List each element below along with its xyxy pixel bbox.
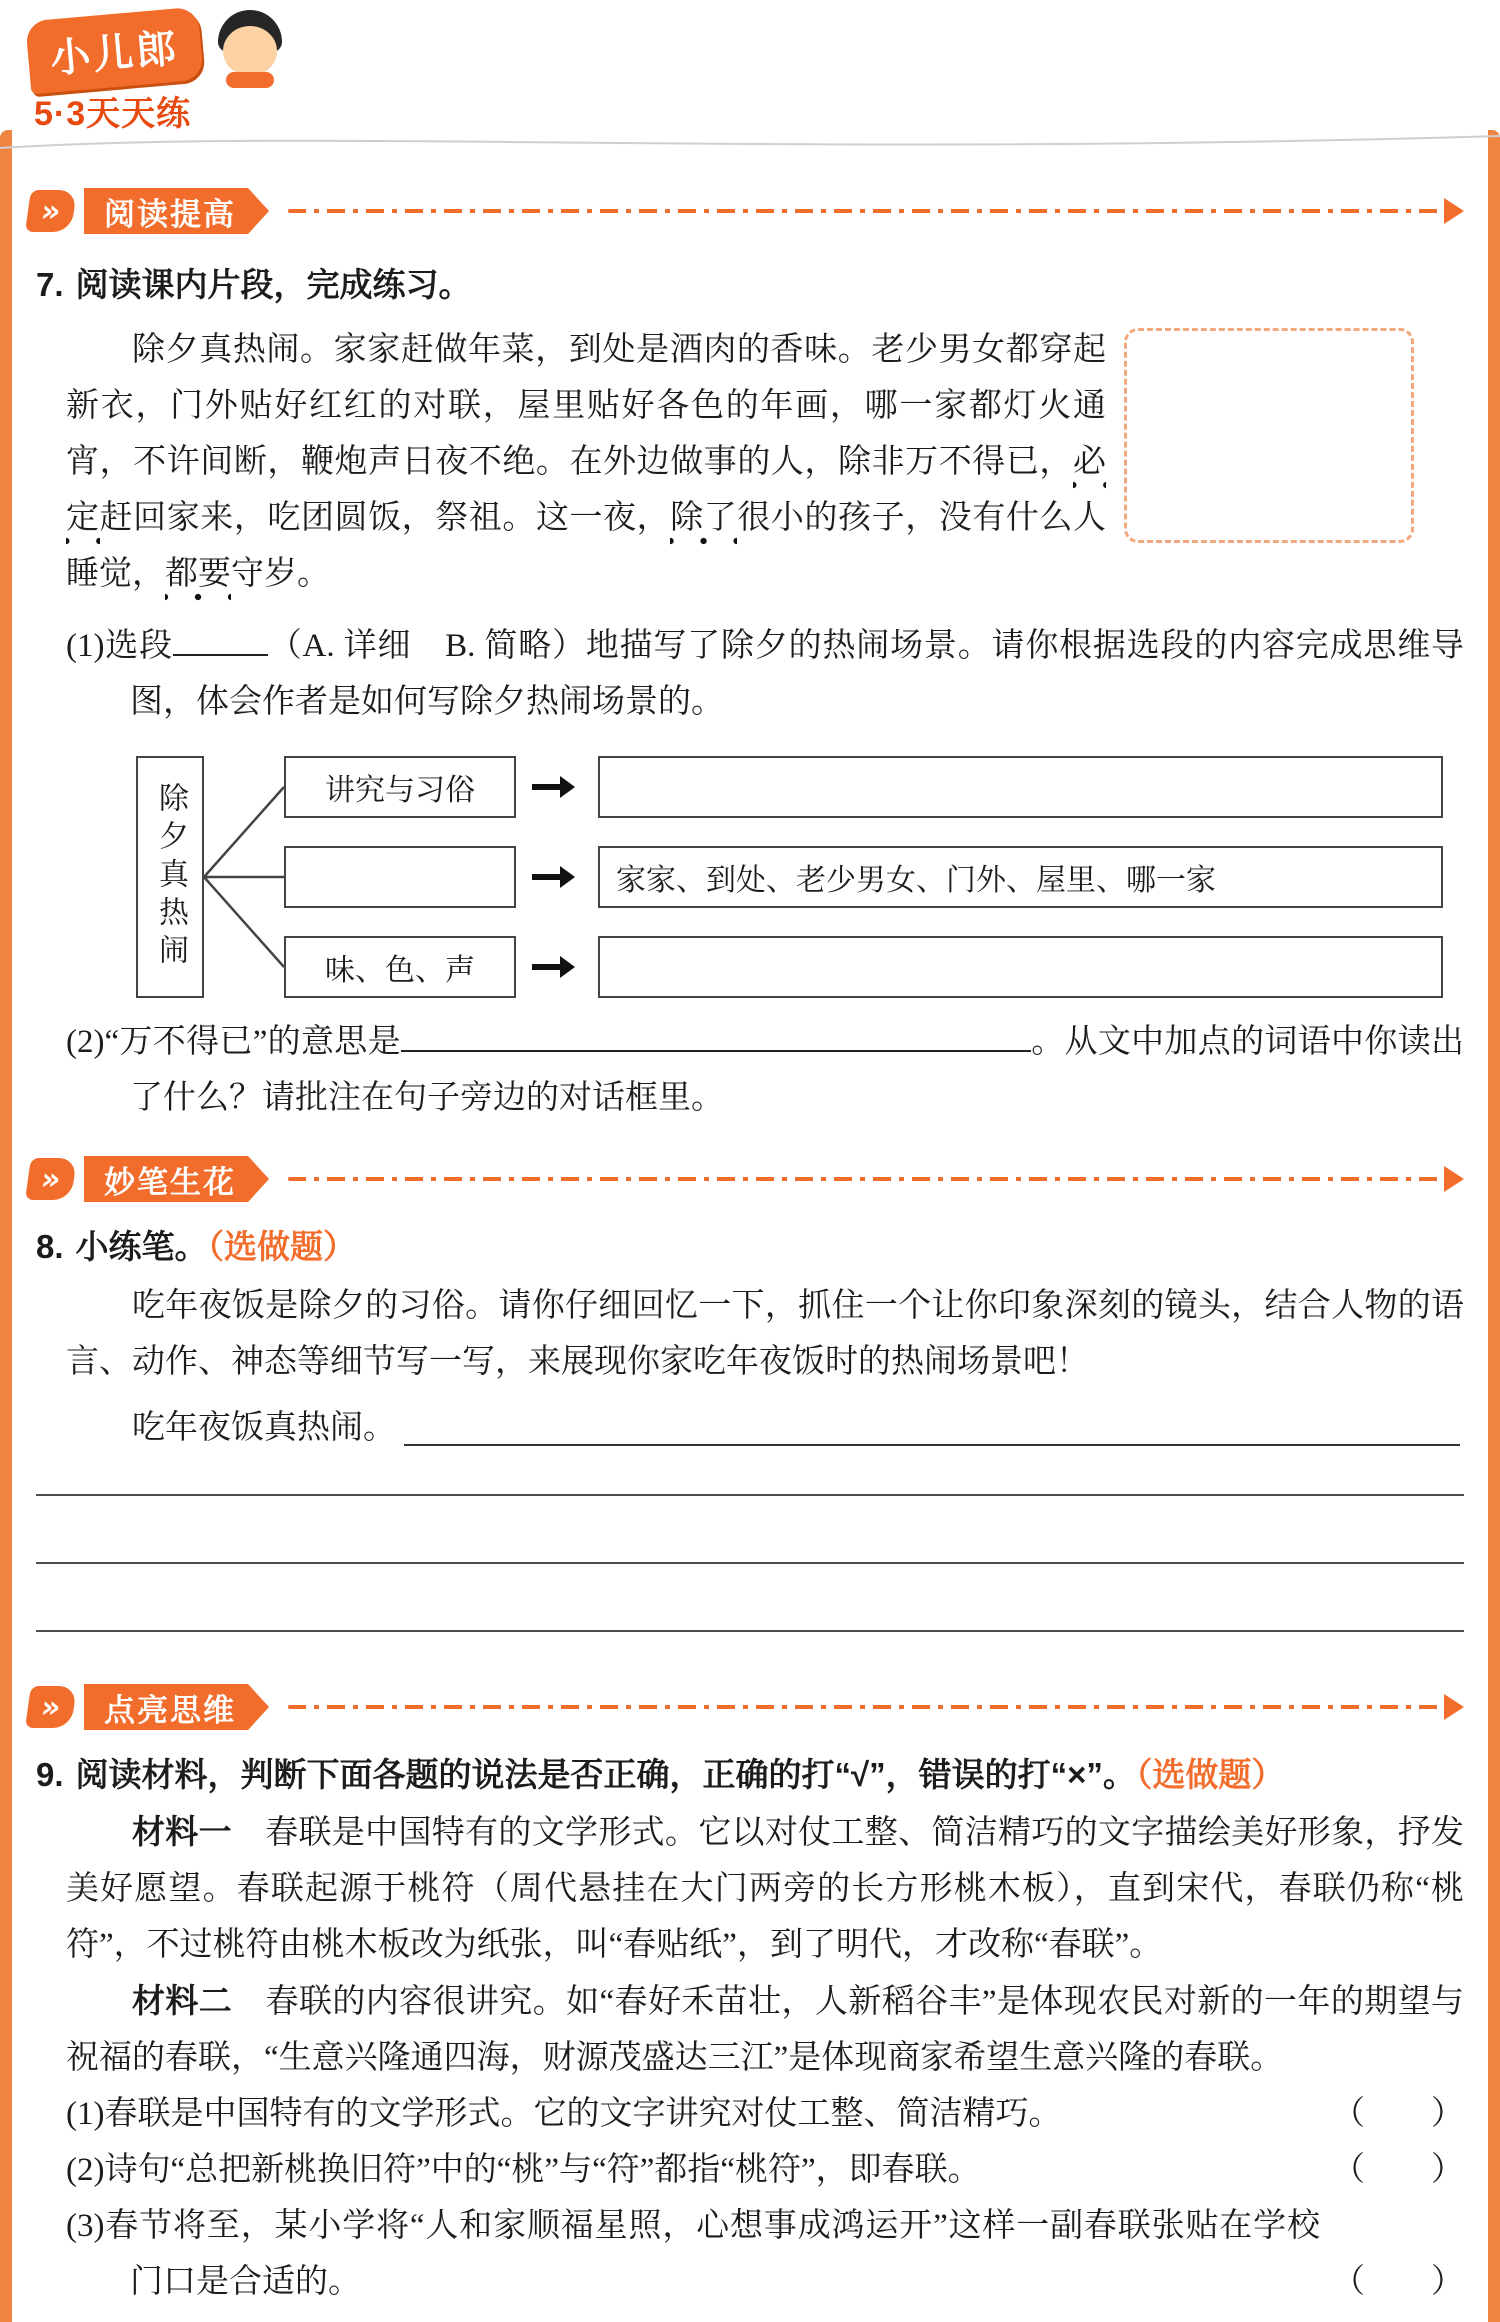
sub-question-text: 选段 — [104, 628, 173, 664]
mindmap-answer-box[interactable] — [598, 936, 1443, 998]
writing-line[interactable] — [36, 1496, 1464, 1564]
material-2 — [66, 1973, 1464, 2086]
left-page-edge — [0, 130, 12, 2322]
dotted-word: 必定 — [66, 444, 1106, 546]
writing-line[interactable] — [36, 1564, 1464, 1632]
judge-item-3 — [66, 2198, 1464, 2310]
sub-question-2 — [66, 1014, 1464, 1126]
arrowhead-icon — [1444, 198, 1464, 224]
answer-bracket[interactable]: （ ） — [1332, 2152, 1464, 2188]
question-number: 7. — [36, 266, 64, 303]
material-label: 材料二 — [132, 1982, 233, 2019]
sub-question-number: (2) — [66, 1024, 105, 1060]
content-area — [0, 188, 1500, 2310]
passage-row — [66, 322, 1464, 602]
mindmap-branch-label: 讲究与习俗 — [284, 756, 516, 818]
writing-prompt: 吃年夜饭真热闹。 — [132, 1410, 396, 1446]
right-arrow-icon — [516, 846, 598, 908]
material-label: 材料一 — [132, 1813, 232, 1850]
dotted-word: 都要 — [165, 556, 231, 602]
dash-dot-line — [288, 1177, 1444, 1181]
judge-statement: (1)春联是中国特有的文学形式。它的文字讲究对仗工整、简洁精巧。 — [66, 2096, 1062, 2132]
question-number: 8. — [36, 1228, 64, 1265]
question-8-title — [36, 1224, 1464, 1270]
question-title-text: 阅读课内片段，完成练习。 — [75, 266, 472, 303]
material-text: 春联的内容很讲究。如“春好禾苗壮，人新稻谷丰”是体现农民对新的一年的期望与祝福的春联，“生意兴隆通四海，财源茂盛达三江”是体现商家希望生意兴隆的春联。 — [66, 1984, 1465, 2076]
answer-bracket[interactable]: （ ） — [1332, 2264, 1464, 2300]
mind-map — [136, 756, 1464, 998]
sub-question-1 — [66, 618, 1464, 730]
elective-tag: （选做题） — [1135, 1756, 1285, 1793]
writing-prompt-row — [66, 1400, 1464, 1456]
judge-item-2 — [66, 2142, 1464, 2198]
right-page-edge — [1488, 130, 1500, 2322]
sub-question-number: (1) — [66, 628, 105, 664]
mindmap-center-node — [136, 756, 204, 998]
reading-passage — [66, 322, 1106, 602]
annotation-dialog-box[interactable] — [1124, 328, 1414, 543]
arrowhead-icon — [1444, 1166, 1464, 1192]
material-1 — [66, 1804, 1464, 1973]
dotted-word: 除了 — [670, 500, 737, 546]
double-chevron-icon: » — [25, 1686, 77, 1728]
question-title-text: 阅读材料，判断下面各题的说法是否正确，正确的打“√”，错误的打“×”。 — [75, 1756, 1136, 1793]
fill-blank[interactable] — [401, 1019, 1031, 1052]
mindmap-branch-label-blank[interactable] — [284, 846, 516, 908]
mindmap-row — [284, 846, 1443, 908]
double-chevron-icon: » — [25, 1158, 77, 1200]
arrowhead-icon — [1444, 1694, 1464, 1720]
mascot-face — [223, 26, 277, 76]
judge-statement: (2)诗句“总把新桃换旧符”中的“桃”与“符”都指“桃符”，即春联。 — [66, 2152, 981, 2188]
right-arrow-icon — [516, 936, 598, 998]
judge-statement: (3)春节将至，某小学将“人和家顺福星照，心想事成鸿运开”这样一副春联张贴在学校门口是合适的。 — [66, 2208, 1320, 2300]
sub-question-text: 。从文中加点的词语中你读出了什么？请批注在句子旁边的对话框里。 — [130, 1024, 1465, 1116]
section-banner-thinking — [28, 1684, 1464, 1730]
banner-label-thinking: 点亮思维 — [84, 1684, 248, 1730]
brand-logo: 小儿郎 — [25, 7, 204, 95]
answer-bracket[interactable]: （ ） — [1332, 2096, 1464, 2132]
sub-question-text: （A. 详细 B. 简略）地描写了除夕的热闹场景。请你根据选段的内容完成思维导图，体会作者是如何写除夕热闹场景的。 — [130, 628, 1464, 720]
elective-tag: （选做题） — [207, 1228, 357, 1265]
mascot-scarf — [226, 72, 274, 88]
dash-dot-line — [288, 1705, 1444, 1709]
right-arrow-icon — [516, 756, 598, 818]
passage-segment: 很小的孩子，没有什么人睡觉， — [66, 500, 1107, 592]
question-title-text: 小练笔。 — [75, 1228, 208, 1265]
question-7-title — [36, 262, 1464, 308]
mindmap-row — [284, 936, 1443, 998]
passage-segment: 赶回家来，吃团圆饭，祭祖。这一夜， — [99, 500, 671, 536]
double-chevron-icon: » — [25, 190, 77, 232]
fill-blank[interactable] — [173, 623, 268, 656]
mindmap-row — [284, 756, 1443, 818]
question-8-instructions: 吃年夜饭是除夕的习俗。请你仔细回忆一下，抓住一个让你印象深刻的镜头，结合人物的语言、动作、神态等细节写一写，来展现你家吃年夜饭时的热闹场景吧！ — [66, 1288, 1464, 1380]
judge-item-1 — [66, 2086, 1464, 2142]
mindmap-branch-label: 味、色、声 — [284, 936, 516, 998]
passage-segment: 守岁。 — [231, 556, 330, 592]
sub-question-text: “万不得已”的意思是 — [104, 1024, 401, 1060]
mindmap-answer-box: 家家、到处、老少男女、门外、屋里、哪一家 — [598, 846, 1443, 908]
header-divider-curve — [0, 124, 1500, 160]
banner-label-writing: 妙笔生花 — [84, 1156, 248, 1202]
question-number: 9. — [36, 1756, 64, 1793]
mindmap-answer-box[interactable] — [598, 756, 1443, 818]
writing-line[interactable] — [404, 1400, 1460, 1446]
question-9-title — [36, 1752, 1464, 1798]
brand-series: 5·3天天练 — [34, 95, 192, 133]
section-banner-reading — [28, 188, 1464, 234]
mascot-boy-icon — [210, 10, 290, 106]
page-header — [0, 0, 1500, 160]
material-text: 春联是中国特有的文学形式。它以对仗工整、简洁精巧的文字描绘美好形象，抒发美好愿望。春联起源于桃符（周代悬挂在大门两旁的长方形桃木板），直到宋代，春联仍称“桃符”，不过桃符由桃木板改为纸张，叫“春贴纸”，到了明代，才改称“春联”。 — [66, 1815, 1465, 1963]
writing-line[interactable] — [36, 1456, 1464, 1496]
mindmap-center-text: 除夕真热闹 — [154, 782, 187, 972]
dash-dot-line — [288, 209, 1444, 213]
banner-label-reading: 阅读提高 — [84, 188, 248, 234]
passage-segment: 除夕真热闹。家家赶做年菜，到处是酒肉的香味。老少男女都穿起新衣，门外贴好红红的对联，屋里贴好各色的年画，哪一家都灯火通宵，不许间断，鞭炮声日夜不绝。在外边做事的人，除非万不得已， — [66, 332, 1106, 480]
section-banner-writing — [28, 1156, 1464, 1202]
